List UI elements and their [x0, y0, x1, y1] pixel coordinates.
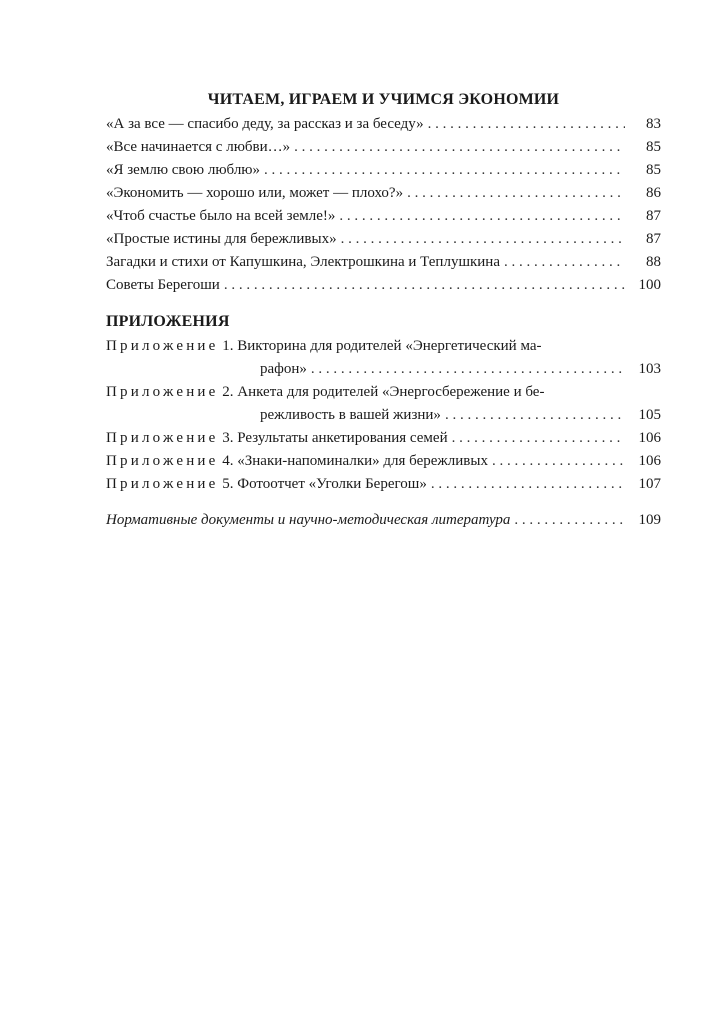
dot-leader [264, 159, 625, 182]
toc-entry-appendix-4[interactable] [106, 450, 661, 473]
dot-leader [492, 450, 625, 473]
toc-entry-page: 86 [646, 185, 661, 201]
section-title-reading: ЧИТАЕМ, ИГРАЕМ И УЧИМСЯ ЭКОНОМИИ [207, 91, 560, 108]
toc-entry-appendix-1[interactable] [106, 335, 661, 381]
toc-entry-page: 103 [638, 361, 661, 377]
appendix-number: 1. [222, 338, 234, 354]
toc-entry-page: 107 [638, 476, 661, 492]
toc-entry-title: «Я землю свою люблю» [106, 162, 261, 178]
appendix-number: 5. [222, 476, 234, 492]
toc-entry-title: «Экономить — хорошо или, может — плохо?» [106, 185, 404, 201]
toc-entry-title: «Знаки-напоминалки» для бережливых [237, 453, 488, 469]
toc-entry-title: «А за все — спасибо деду, за рассказ и за беседу» [106, 116, 424, 132]
dot-leader [504, 251, 625, 274]
dot-leader [294, 136, 625, 159]
toc-entry-continuation [106, 358, 661, 381]
toc-entry[interactable] [106, 274, 661, 297]
toc-entry-title-group [106, 473, 427, 496]
toc-entry-page: 100 [638, 277, 661, 293]
toc-entry[interactable] [106, 182, 661, 205]
dot-leader [452, 427, 625, 450]
toc-entry-title: Загадки и стихи от Капушкина, Электрошкина и Теплушкина [106, 254, 500, 270]
toc-entry-page: 106 [638, 430, 661, 446]
toc-entry-page: 85 [646, 162, 661, 178]
appendix-number: 2. [222, 384, 234, 400]
dot-leader [224, 274, 625, 297]
dot-leader [311, 358, 625, 381]
toc-entry-title: Фотоотчет «Уголки Берегош» [237, 476, 427, 492]
toc-entry-appendix-3[interactable] [106, 427, 661, 450]
toc-entry-title: Советы Берегоши [106, 277, 220, 293]
appendix-word: Приложение [106, 476, 219, 492]
toc-entry-title: «Все начинается с любви…» [106, 139, 291, 155]
toc-entry[interactable] [106, 113, 661, 136]
toc-entry-title-cont: рафон» [260, 361, 307, 377]
dot-leader [428, 113, 625, 136]
toc-entry-title: Результаты анкетирования семей [237, 430, 448, 446]
appendix-word: Приложение [106, 453, 219, 469]
toc-entry-title: Анкета для родителей «Энергосбережение и бе- [237, 384, 545, 400]
toc-entry-title: Викторина для родителей «Энергетический ма- [237, 338, 542, 354]
toc-entry-page: 87 [646, 231, 661, 247]
dot-leader [341, 228, 625, 251]
toc-entry-page: 83 [646, 116, 661, 132]
table-of-contents [106, 88, 661, 532]
toc-entry[interactable] [106, 251, 661, 274]
toc-entry-first-line [106, 381, 661, 404]
toc-entry-page: 88 [646, 254, 661, 270]
toc-entry-appendix-5[interactable] [106, 473, 661, 496]
toc-entry-continuation [106, 404, 661, 427]
toc-entry[interactable] [106, 205, 661, 228]
dot-leader [339, 205, 625, 228]
toc-entry-title-group [106, 427, 448, 450]
toc-entry-page: 87 [646, 208, 661, 224]
toc-entry-title: «Чтоб счастье было на всей земле!» [106, 208, 336, 224]
appendix-number: 3. [222, 430, 234, 446]
toc-entry-first-line [106, 335, 661, 358]
toc-entry-title: Нормативные документы и научно-методическая литература [106, 512, 511, 528]
dot-leader [431, 473, 625, 496]
appendix-number: 4. [222, 453, 234, 469]
toc-entry-literature[interactable] [106, 509, 661, 532]
toc-entry[interactable] [106, 159, 661, 182]
toc-entry-page: 85 [646, 139, 661, 155]
section-title-appendices: ПРИЛОЖЕНИЯ [106, 313, 230, 330]
dot-leader [407, 182, 625, 205]
toc-entry-page: 109 [638, 512, 661, 528]
toc-entry[interactable] [106, 136, 661, 159]
toc-entry[interactable] [106, 228, 661, 251]
toc-entry-title-cont: режливость в вашей жизни» [260, 407, 441, 423]
toc-entry-page: 105 [638, 407, 661, 423]
toc-entry-appendix-2[interactable] [106, 381, 661, 427]
dot-leader [445, 404, 625, 427]
appendix-word: Приложение [106, 430, 219, 446]
dot-leader [514, 509, 625, 532]
appendix-word: Приложение [106, 384, 219, 400]
toc-entry-title-group [106, 450, 488, 473]
appendix-word: Приложение [106, 338, 219, 354]
toc-entry-page: 106 [638, 453, 661, 469]
toc-entry-title: «Простые истины для бережливых» [106, 231, 337, 247]
